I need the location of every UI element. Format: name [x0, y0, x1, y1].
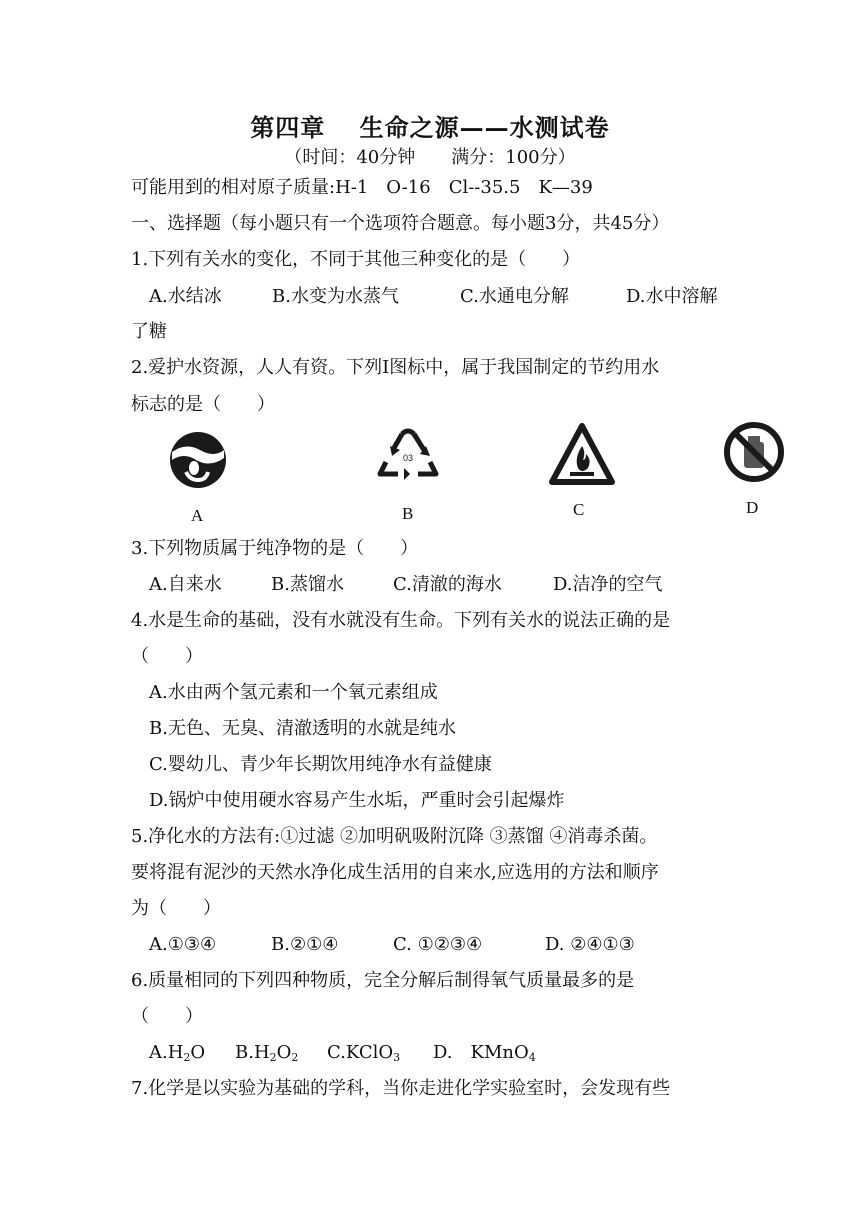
- icon-label-b: B: [402, 504, 414, 523]
- question-4-stem-line-2: （ ）: [131, 646, 203, 667]
- recycling-icon: [374, 424, 442, 488]
- question-5-option-b: B.②①④: [271, 934, 339, 955]
- question-5-stem-line-1: 5.净化水的方法有:①过滤 ②加明矾吸附沉降 ③蒸馏 ④消毒杀菌。: [131, 826, 658, 847]
- page-subtitle: （时间：40分钟 满分：100分）: [284, 147, 576, 168]
- question-7-stem-line-1: 7.化学是以实验为基础的学科，当你走进化学实验室时，会发现有些: [131, 1078, 671, 1099]
- question-3-stem: 3.下列物质属于纯净物的是（ ）: [131, 538, 419, 559]
- prohibition-sign-icon: [722, 420, 786, 484]
- question-1-option-a: A.水结冰: [149, 286, 222, 307]
- page-title: 第四章 生命之源——水测试卷: [250, 113, 610, 142]
- question-2-stem-line-2: 标志的是（ ）: [131, 394, 275, 415]
- question-1-option-d-wrap: 了糖: [131, 321, 167, 342]
- question-6-stem-line-2: （ ）: [131, 1006, 203, 1027]
- icon-label-c: C: [573, 500, 585, 519]
- question-6-stem-line-1: 6.质量相同的下列四种物质，完全分解后制得氧气质量最多的是: [131, 970, 635, 991]
- question-3-option-c: C.清澈的海水: [393, 574, 502, 595]
- question-2-stem-line-1: 2.爱护水资源，人人有资。下列Ⅰ图标中，属于我国制定的节约用水: [131, 357, 660, 378]
- question-3-option-b: B.蒸馏水: [271, 574, 344, 595]
- question-5-stem-line-2: 要将混有泥沙的天然水净化成生活用的自来水,应选用的方法和顺序: [131, 862, 659, 883]
- question-4-stem-line-1: 4.水是生命的基础，没有水就没有生命。下列有关水的说法正确的是: [131, 610, 671, 631]
- question-5-option-c: C. ①②③④: [393, 934, 483, 955]
- question-6-option-c: C.KClO$_3$: [327, 1042, 401, 1064]
- section-heading: 一、选择题（每小题只有一个选项符合题意。每小题3分，共45分）: [131, 213, 670, 234]
- question-1-option-b: B.水变为水蒸气: [272, 286, 399, 307]
- question-5-option-a: A.①③④: [149, 934, 217, 955]
- question-4-option-c: C.婴幼儿、青少年长期饮用纯净水有益健康: [149, 754, 492, 775]
- question-1-stem: 1.下列有关水的变化，不同于其他三种变化的是（ ）: [131, 249, 581, 270]
- question-1-option-c: C.水通电分解: [460, 286, 569, 307]
- question-1-option-d: D.水中溶解: [626, 286, 718, 307]
- question-5-stem-line-3: 为（ ）: [131, 898, 221, 919]
- question-4-option-b: B.无色、无臭、清澈透明的水就是纯水: [149, 718, 456, 739]
- icon-label-d: D: [746, 498, 759, 517]
- recycling-code: 03: [402, 453, 414, 463]
- question-3-option-d: D.洁净的空气: [553, 574, 663, 595]
- question-4-option-d: D.锅炉中使用硬水容易产生水垢，严重时会引起爆炸: [149, 790, 565, 811]
- question-6-option-b: $B.H_2O_2$: [235, 1042, 299, 1064]
- atomic-masses-line: 可能用到的相对原子质量:H-1 O-16 Cl--35.5 K—39: [131, 177, 593, 198]
- water-saving-logo-icon: [166, 428, 230, 492]
- question-5-option-d: D. ②④①③: [545, 934, 635, 955]
- question-4-option-a: A.水由两个氢元素和一个氧元素组成: [149, 682, 438, 703]
- question-6-option-a: $A.H_2O$: [149, 1042, 206, 1064]
- icon-label-a: A: [191, 506, 204, 525]
- question-6-option-d: D. KMnO$_4$: [433, 1042, 536, 1064]
- question-3-option-a: A.自来水: [149, 574, 222, 595]
- flammable-warning-icon: [548, 422, 616, 486]
